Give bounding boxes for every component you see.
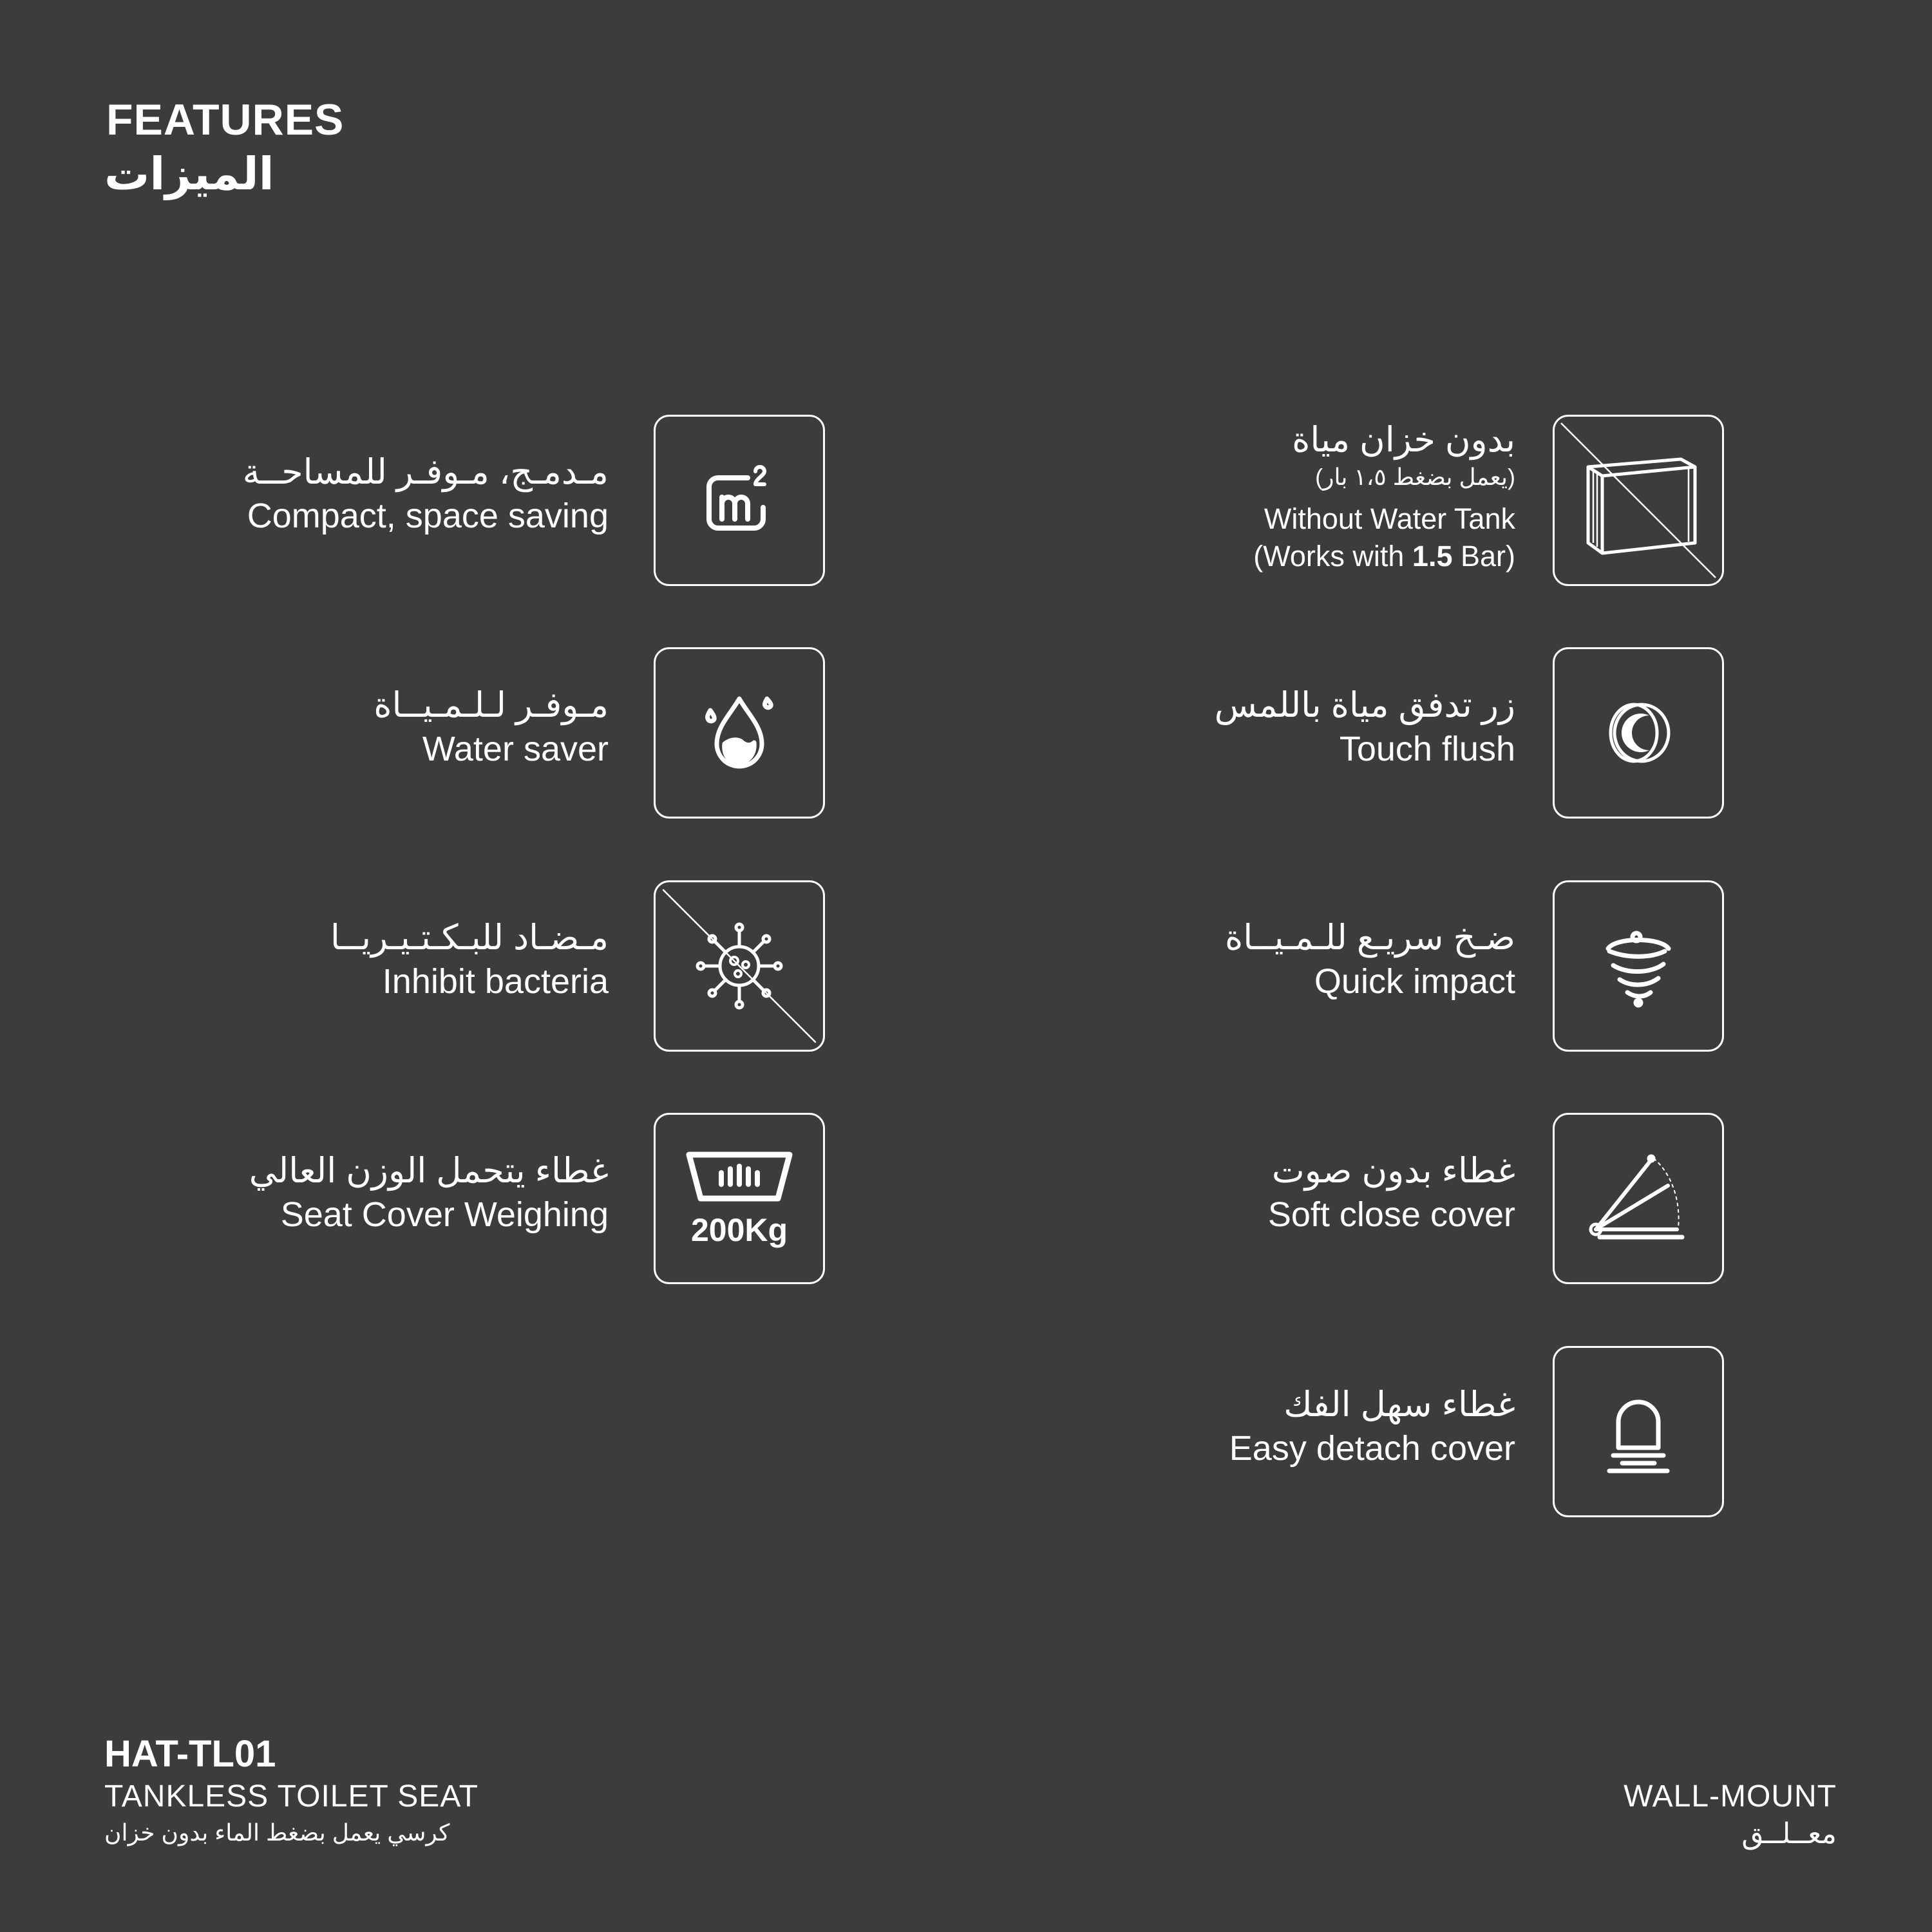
- feature-label-en: Water saver: [422, 729, 609, 768]
- feature-label-en: Soft close cover: [1267, 1195, 1515, 1234]
- mount-type-en: WALL-MOUNT: [1624, 1779, 1837, 1814]
- water-drop-icon: [691, 685, 788, 781]
- feature-water-saver: [374, 684, 609, 771]
- water-vortex-icon-box: [1553, 880, 1724, 1052]
- square-meter-icon-box: [654, 415, 825, 586]
- feature-easy-detach-cover: [1229, 1383, 1515, 1470]
- water-vortex-icon: [1590, 918, 1687, 1014]
- flush-button-icon: [1590, 685, 1687, 781]
- feature-label-ar: ضـخ سريـع للـمـيــاة: [1224, 918, 1515, 957]
- flush-button-icon-box: [1553, 647, 1724, 819]
- feature-label-en: Easy detach cover: [1229, 1428, 1515, 1468]
- feature-label-en: Touch flush: [1339, 729, 1515, 768]
- weight-scale-icon-box: [654, 1113, 825, 1284]
- feature-label-ar: غطاء بدون صوت: [1271, 1151, 1515, 1190]
- feature-label-en: Seat Cover Weighing: [280, 1195, 609, 1234]
- feature-label-ar: مـوفـر لـلـمـيــاة: [374, 686, 609, 724]
- feature-label-en: Quick impact: [1314, 961, 1515, 1001]
- feature-sublabel-en: (Works with 1.5 Bar): [1253, 540, 1515, 573]
- feature-label-ar: مـدمـج، مـوفـر للمساحــة: [242, 453, 609, 491]
- feature-label-en: Without Water Tank: [1264, 502, 1515, 535]
- feature-compact: [243, 451, 609, 538]
- no-bacteria-icon-box: [654, 880, 825, 1052]
- soft-close-icon: [1574, 1134, 1703, 1263]
- feature-inhibit-bacteria: [330, 916, 609, 1003]
- model-number: HAT-TL01: [104, 1733, 276, 1775]
- feature-label-ar: غطاء سهل الفك: [1283, 1385, 1515, 1424]
- feature-label-ar: مـضـاد للبـكـتـيـريــا: [330, 918, 609, 957]
- feature-quick-impact: [1225, 916, 1515, 1003]
- weight-label: 200Kg: [690, 1212, 788, 1248]
- feature-label-ar: زر تدفق مياة باللمس: [1214, 686, 1515, 724]
- mount-type-ar: معــلــق: [1741, 1818, 1837, 1850]
- square-meter-icon: [691, 452, 788, 549]
- feature-without-water-tank: [1253, 419, 1515, 576]
- product-subtitle-ar: كرسي يعمل بضغط الماء بدون خزان: [104, 1819, 450, 1846]
- detach-cover-icon-box: [1553, 1346, 1724, 1517]
- feature-touch-flush: [1215, 684, 1515, 771]
- no-water-tank-icon: [1555, 417, 1722, 584]
- detach-cover-icon: [1590, 1383, 1687, 1480]
- feature-sublabel-ar: (يعمل بضغط ١،٥ بار): [1315, 463, 1515, 490]
- water-drop-icon-box: [654, 647, 825, 819]
- no-bacteria-icon: [656, 882, 823, 1050]
- product-subtitle-en: TANKLESS TOILET SEAT: [104, 1779, 479, 1814]
- feature-seat-cover-weighing: [249, 1150, 609, 1236]
- page-title-ar: الميزات: [104, 149, 274, 199]
- feature-label-en: Compact, space saving: [247, 496, 609, 535]
- weight-scale-icon: [681, 1148, 797, 1206]
- feature-label-ar: بدون خزان مياة: [1292, 421, 1515, 459]
- page-title-en: FEATURES: [106, 95, 345, 144]
- soft-close-icon-box: [1553, 1113, 1724, 1284]
- feature-label-en: Inhibit bacteria: [382, 961, 609, 1001]
- no-water-tank-icon-box: [1553, 415, 1724, 586]
- feature-soft-close-cover: [1268, 1150, 1515, 1236]
- feature-label-ar: غطاء يتحمل الوزن العالي: [249, 1151, 609, 1190]
